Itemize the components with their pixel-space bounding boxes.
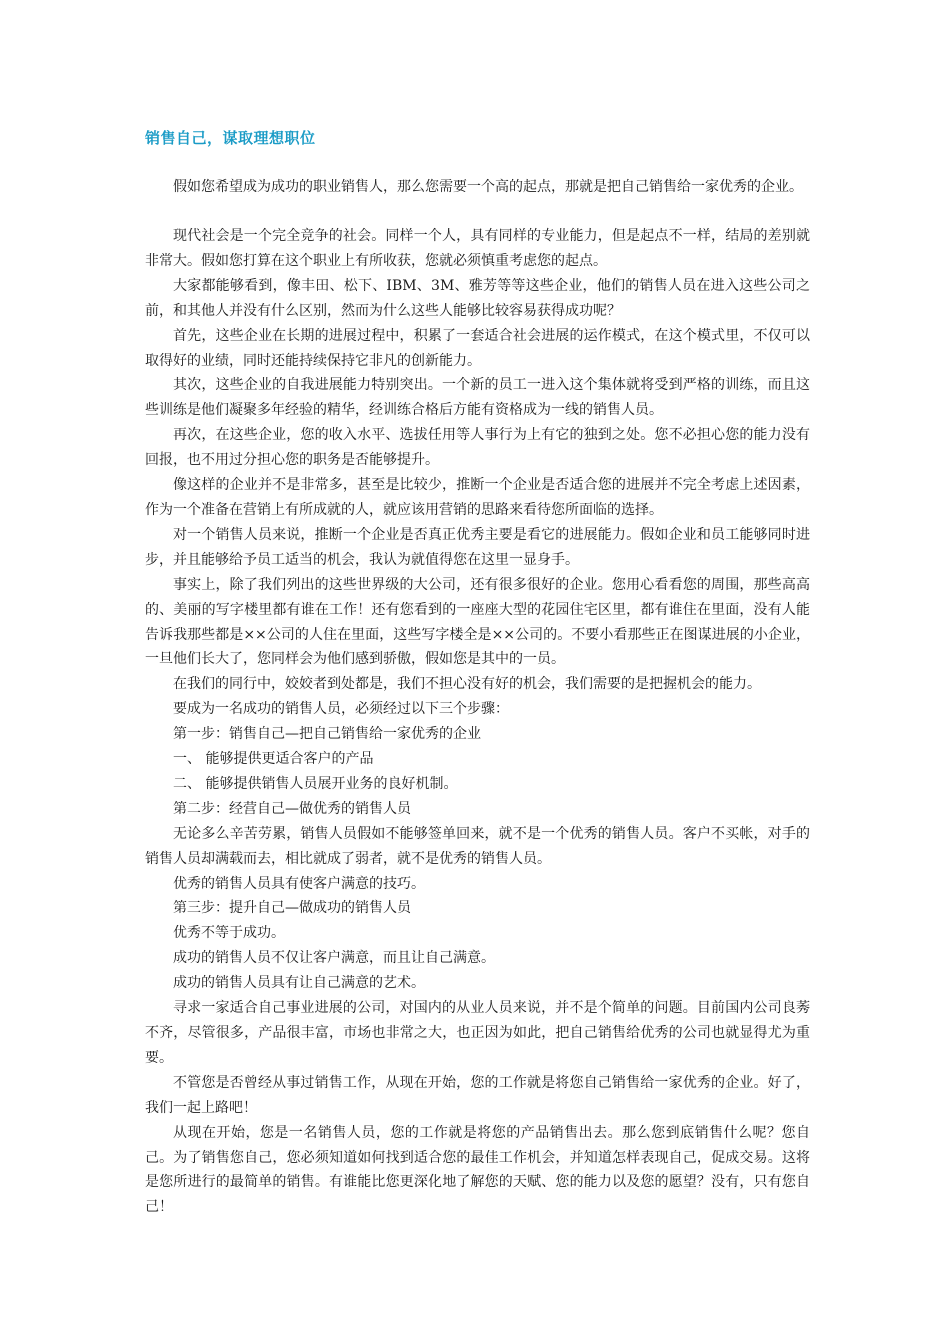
body-paragraph: 要成为一名成功的销售人员，必须经过以下三个步骤： (173, 701, 509, 718)
step-heading: 第一步：销售自己—把自己销售给一家优秀的企业 (173, 726, 481, 743)
body-paragraph: 大家都能够看到，像丰田、松下、IBM、3M、雅芳等等这些企业，他们的销售人员在进入这些公司之前，和其他人并没有什么区别，然而为什么这些人能够比较容易获得成功呢？ (145, 277, 810, 319)
step-heading: 第二步：经营自己—做优秀的销售人员 (173, 800, 411, 817)
body-paragraph: 从现在开始，您是一名销售人员，您的工作就是将您的产品销售出去。那么您到底销售什么呢？您自己。为了销售您自己，您必须知道如何找到适合您的最佳工作机会，并知道怎样表现自己，促成交易。这将是您所进行的最简单的销售。有谁能比您更深化地了解您的天赋、您的能力以及您的愿望？没有，只有您自己！ (145, 1124, 810, 1216)
list-item: 一、 能够提供更适合客户的产品 (173, 751, 374, 768)
body-paragraph: 寻求一家适合自己事业进展的公司，对国内的从业人员来说，并不是个简单的问题。目前国内公司良莠不齐，尽管很多，产品很丰富，市场也非常之大，也正因为如此，把自己销售给优秀的公司也就显得尤为重要。 (145, 1000, 810, 1066)
document-body (145, 224, 810, 1220)
body-paragraph: 成功的销售人员不仅让客户满意，而且让自己满意。 (173, 950, 495, 967)
body-paragraph: 首先，这些企业在长期的进展过程中，积累了一套适合社会进展的运作模式，在这个模式里，不仅可以取得好的业绩，同时还能持续保持它非凡的创新能力。 (145, 327, 810, 369)
body-paragraph: 优秀的销售人员具有使客户满意的技巧。 (173, 875, 425, 892)
body-paragraph: 像这样的企业并不是非常多，甚至是比较少，推断一个企业是否适合您的进展并不完全考虑上述因素，作为一个准备在营销上有所成就的人，就应该用营销的思路来看待您所面临的选择。 (145, 477, 810, 518)
body-paragraph: 其次，这些企业的自我进展能力特别突出。一个新的员工一进入这个集体就将受到严格的训练，而且这些训练是他们凝聚多年经验的精华，经训练合格后方能有资格成为一线的销售人员。 (145, 377, 810, 419)
step-heading: 第三步：提升自己—做成功的销售人员 (173, 900, 411, 917)
body-paragraph: 对一个销售人员来说，推断一个企业是否真正优秀主要是看它的进展能力。假如企业和员工能够同时进步，并且能够给予员工适当的机会，我认为就值得您在这里一显身手。 (145, 526, 810, 568)
body-paragraph: 无论多么辛苦劳累，销售人员假如不能够签单回来，就不是一个优秀的销售人员。客户不买帐，对手的销售人员却满载而去，相比就成了弱者，就不是优秀的销售人员。 (145, 825, 810, 867)
body-paragraph: 再次，在这些企业，您的收入水平、选拔任用等人事行为上有它的独到之处。您不必担心您的能力没有回报，也不用过分担心您的职务是否能够提升。 (145, 427, 810, 469)
body-paragraph: 在我们的同行中，姣姣者到处都是，我们不担心没有好的机会，我们需要的是把握机会的能力。 (173, 676, 761, 693)
list-item: 二、 能够提供销售人员展开业务的良好机制。 (173, 775, 458, 792)
body-paragraph: 成功的销售人员具有让自己满意的艺术。 (173, 975, 425, 992)
body-paragraph: 现代社会是一个完全竞争的社会。同样一个人，具有同样的专业能力，但是起点不一样，结局的差别就非常大。假如您打算在这个职业上有所收获，您就必须慎重考虑您的起点。 (145, 228, 810, 269)
body-paragraph: 不管您是否曾经从事过销售工作，从现在开始，您的工作就是将您自己销售给一家优秀的企业。好了，我们一起上路吧！ (145, 1074, 810, 1116)
document-title: 销售自己，谋取理想职位 (145, 129, 316, 147)
body-paragraph: 事实上，除了我们列出的这些世界级的大公司，还有很多很好的企业。您用心看看您的周围，那些高高的、美丽的写字楼里都有谁在工作！还有您看到的一座座大型的花园住宅区里，都有谁住在里面，没有人能告诉我那些都是××公司的人住在里面，这些写字楼全是××公司的。不要小看那些正在图谋进展的小企业，一旦他们长大了，您同样会为他们感到骄傲，假如您是其中的一员。 (145, 576, 810, 668)
intro-paragraph: 假如您希望成为成功的职业销售人，那么您需要一个高的起点，那就是把自己销售给一家优秀的企业。 (173, 179, 803, 195)
body-paragraph: 优秀不等于成功。 (173, 925, 285, 942)
